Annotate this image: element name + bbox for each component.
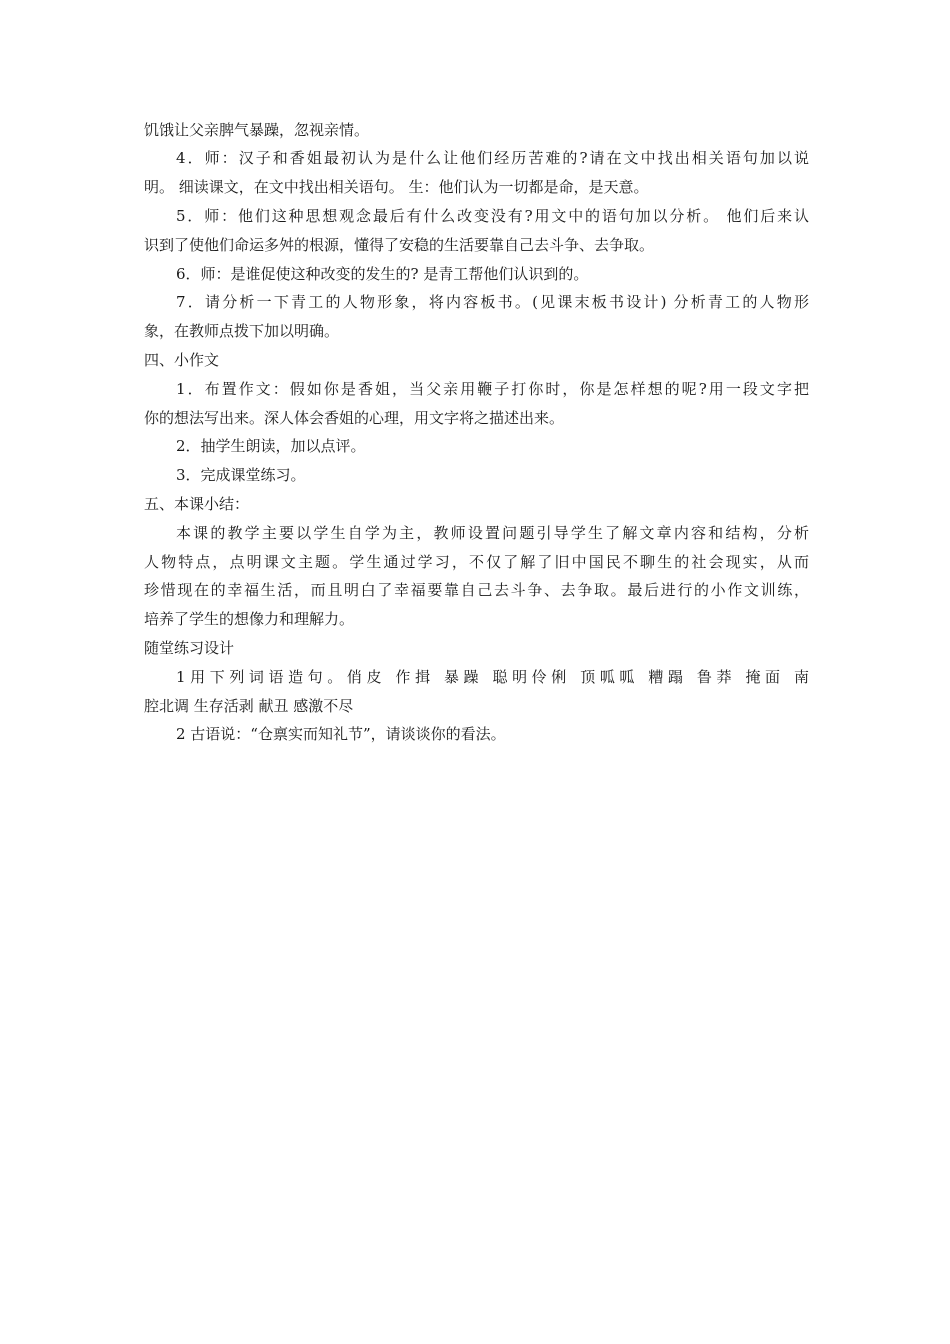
text-line: 人物特点，点明课文主题。学生通过学习，不仅了解了旧中国民不聊生的社会现实，从而 — [144, 553, 809, 571]
text-line: 3．完成课堂练习。 — [176, 466, 306, 484]
text-line: 本课的教学主要以学生自学为主，教师设置问题引导学生了解文章内容和结构，分析 — [176, 524, 809, 542]
text-line: 饥饿让父亲脾气暴躁，忽视亲情。 — [144, 121, 370, 139]
text-line: 明。 细读课文，在文中找出相关语句。 生：他们认为一切都是命，是天意。 — [144, 178, 649, 196]
text-line: 4．师：汉子和香姐最初认为是什么让他们经历苦难的?请在文中找出相关语句加以说 — [176, 149, 809, 167]
text-line: 6．师：是谁促使这种改变的发生的? 是青工帮他们认识到的。 — [176, 265, 589, 283]
text-line: 2．抽学生朗读，加以点评。 — [176, 437, 366, 455]
text-line: 5．师：他们这种思想观念最后有什么改变没有?用文中的语句加以分析。 他们后来认 — [176, 207, 809, 225]
section-heading: 四、小作文 — [144, 351, 220, 369]
section-heading: 随堂练习设计 — [144, 639, 235, 657]
text-line: 象，在教师点拨下加以明确。 — [144, 322, 340, 340]
text-line: 2 古语说：“仓禀实而知礼节”，请谈谈你的看法。 — [176, 725, 506, 743]
section-heading: 五、本课小结： — [144, 495, 250, 513]
text-line: 珍惜现在的幸福生活，而且明白了幸福要靠自己去斗争、去争取。最后进行的小作文训练， — [144, 581, 809, 599]
text-line: 7．请分析一下青工的人物形象，将内容板书。(见课末板书设计) 分析青工的人物形 — [176, 293, 809, 311]
text-line: 识到了使他们命运多舛的根源，懂得了安稳的生活要靠自己去斗争、去争取。 — [144, 236, 655, 254]
text-line: 1用下列词语造句。俏皮 作揖 暴躁 聪明伶俐 顶呱呱 糟蹋 鲁莽 掩面 南 — [176, 668, 809, 686]
text-line: 1．布置作文：假如你是香姐，当父亲用鞭子打你时，你是怎样想的呢?用一段文字把 — [176, 380, 809, 398]
text-line: 培养了学生的想像力和理解力。 — [144, 610, 355, 628]
text-line: 腔北调 生存活剥 献丑 感激不尽 — [144, 697, 354, 715]
text-line: 你的想法写出来。深人体会香姐的心理，用文字将之描述出来。 — [144, 409, 565, 427]
